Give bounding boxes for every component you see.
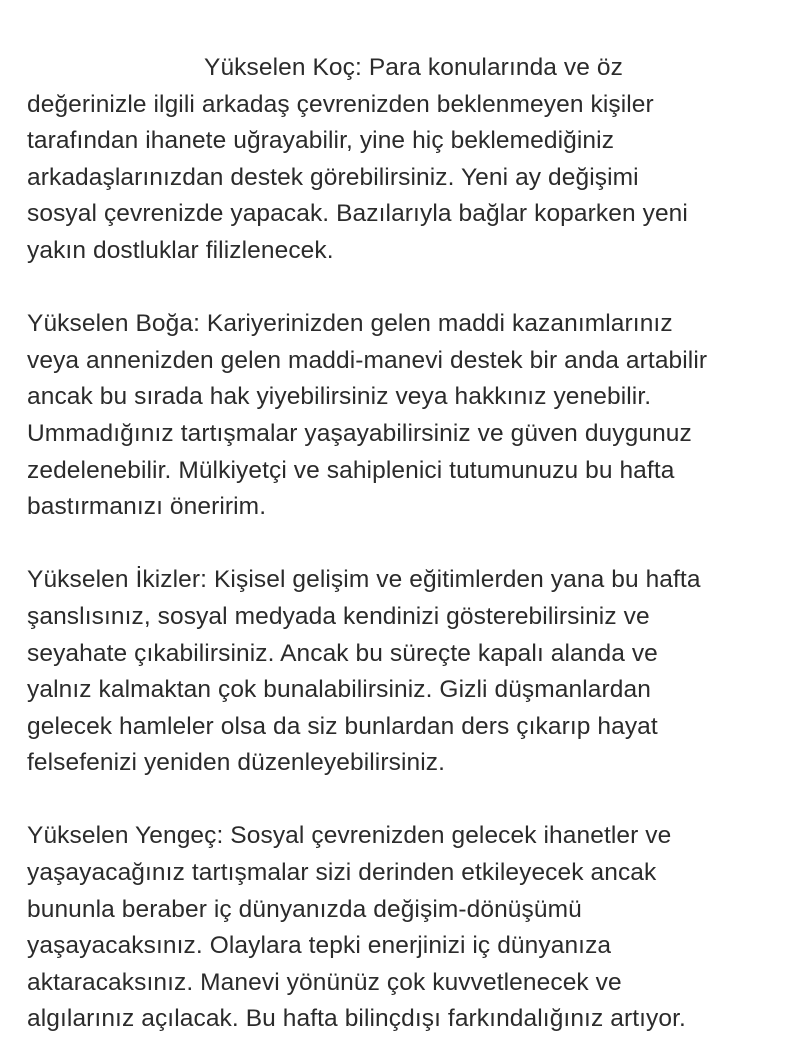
text-line: Yükselen İkizler: Kişisel gelişim ve eğitimlerden yana bu hafta bbox=[27, 566, 701, 594]
text-line: bununla beraber iç dünyanızda değişim-dönüşümü bbox=[27, 895, 582, 923]
text-line: gelecek hamleler olsa da siz bunlardan ders çıkarıp hayat bbox=[27, 712, 658, 740]
text-line: tarafından ihanete uğrayabilir, yine hiç beklemediğiniz bbox=[27, 127, 615, 155]
text-line: yaşayacağınız tartışmalar sizi derinden etkileyecek ancak bbox=[27, 859, 657, 887]
text-line: bastırmanızı öneririm. bbox=[27, 493, 267, 521]
text-line: yaşayacaksınız. Olaylara tepki enerjinizi iç dünyanıza bbox=[27, 932, 612, 960]
text-line: şanslısınız, sosyal medyada kendinizi gösterebilirsiniz ve bbox=[27, 602, 650, 630]
paragraph-gap bbox=[27, 782, 767, 819]
text-line: Yükselen Boğa: Kariyerinizden gelen maddi kazanımlarınız bbox=[27, 310, 673, 338]
text-line: Yükselen Yengeç: Sosyal çevrenizden gelecek ihanetler ve bbox=[27, 822, 672, 850]
text-line: sosyal çevrenizde yapacak. Bazılarıyla bağlar koparken yeni bbox=[27, 200, 688, 228]
paragraph-gap bbox=[27, 270, 767, 307]
text-line: veya annenizden gelen maddi-manevi destek bir anda artabilir bbox=[27, 346, 708, 374]
text-line: değerinizle ilgili arkadaş çevrenizden beklenmeyen kişiler bbox=[27, 90, 654, 118]
text-line: zedelenebilir. Mülkiyetçi ve sahiplenici tutumunuzu bu hafta bbox=[27, 456, 675, 484]
text-line: Yükselen Koç: Para konularında ve öz bbox=[204, 54, 623, 81]
text-line: aktaracaksınız. Manevi yönünüz çok kuvvetlenecek ve bbox=[27, 968, 622, 996]
paragraph-yukselen-ikizler bbox=[27, 562, 767, 782]
paragraph-gap bbox=[27, 526, 767, 563]
text-line: algılarınız açılacak. Bu hafta bilinçdışı farkındalığınız artıyor. bbox=[27, 1005, 686, 1033]
text-line: arkadaşlarınızdan destek görebilirsiniz. Yeni ay değişimi bbox=[27, 163, 639, 191]
text-line: yalnız kalmaktan çok bunalabilirsiniz. Gizli düşmanlardan bbox=[27, 676, 651, 704]
text-line: ancak bu sırada hak yiyebilirsiniz veya hakkınız yenebilir. bbox=[27, 383, 652, 411]
text-line: Ummadığınız tartışmalar yaşayabilirsiniz ve güven duygunuz bbox=[27, 419, 692, 447]
text-line: felsefenizi yeniden düzenleyebilirsiniz. bbox=[27, 749, 446, 777]
document-body bbox=[27, 50, 767, 1038]
paragraph-yukselen-boga bbox=[27, 306, 767, 526]
text-line: seyahate çıkabilirsiniz. Ancak bu süreçte kapalı alanda ve bbox=[27, 639, 658, 667]
text-line: yakın dostluklar filizlenecek. bbox=[27, 236, 334, 264]
paragraph-yukselen-koc bbox=[27, 50, 767, 270]
paragraph-yukselen-yengec bbox=[27, 818, 767, 1038]
